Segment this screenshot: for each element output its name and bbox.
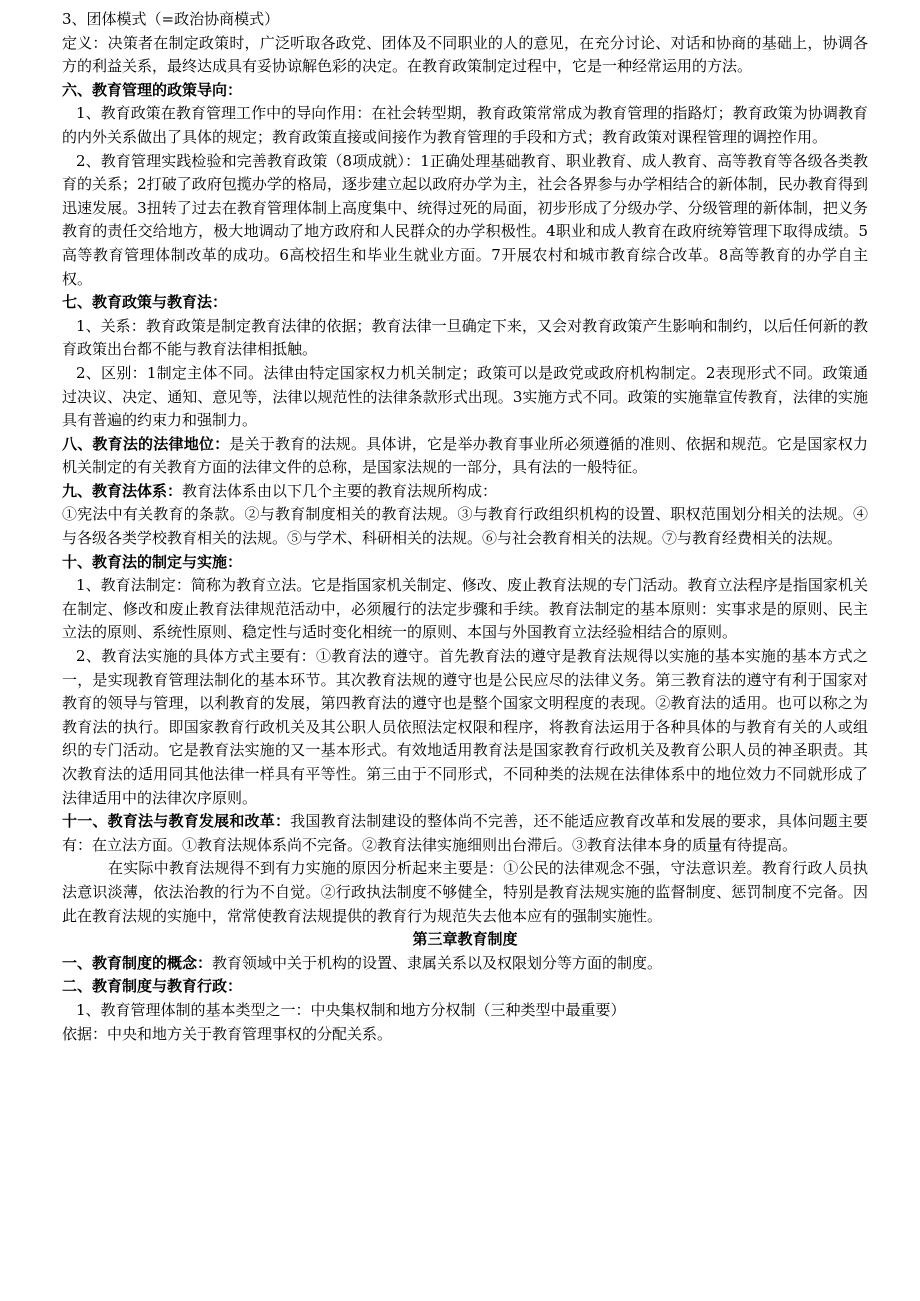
item-group-model: 3、团体模式（=政治协商模式）	[62, 10, 280, 28]
chapter-3-section-1-heading: 一、教育制度的概念：	[62, 953, 213, 972]
section-10-heading: 十、教育法的制定与实施：	[62, 552, 243, 571]
section-11-paragraph-2: 在实际中教育法规得不到有力实施的原因分析起来主要是：①公民的法律观念不强，守法意识差。教育行政人员执法意识淡薄，依法治教的行为不自觉。②行政执法制度不够健全，特别是教育法规实施的监督制度、惩罚制度不完备。因此在教育法规的实施中，常常使教育法规提供的教育行为规范失去他本应有的强制实施性。	[62, 859, 868, 925]
section-10-item-1: 1、教育法制定：简称为教育立法。它是指国家机关制定、修改、废止教育法规的专门活动。教育立法程序是指国家机关在制定、修改和废止教育法律规范活动中，必须履行的法定步骤和手续。教育法制定的基本原则：实事求是的原则、民主立法的原则、系统性原则、稳定性与适时变化相统一的原则、本国与外国教育立法经验相结合的原则。	[62, 576, 868, 642]
chapter-3-section-2-heading: 二、教育制度与教育行政：	[62, 977, 243, 996]
section-8-heading: 八、教育法的法律地位：	[62, 434, 230, 453]
section-9-text: 教育法体系由以下几个主要的教育法规所构成：	[182, 481, 498, 500]
chapter-3-section-2-basis: 依据：中央和地方关于教育管理事权的分配关系。	[62, 1024, 393, 1043]
section-8-text: 是关于教育的法规。具体讲，它是举办教育事业所必须遵循的准则、依据和规范。它是国家权力机关制定的有关教育方面的法律文件的总称，是国家法规的一部分，具有法的一般特征。	[62, 434, 868, 477]
section-7-item-2: 2、区别：1制定主体不同。法律由特定国家权力机关制定；政策可以是政党或政府机构制定。2表现形式不同。政策通过决议、决定、通知、意见等，法律以规范性的法律条款形式出现。3实施方式不同。政策的实施靠宣传教育，法律的实施具有普遍的约束力和强制力。	[62, 363, 868, 430]
section-7-item-1: 1、关系：教育政策是制定教育法律的依据；教育法律一旦确定下来，又会对教育政策产生影响和制约，以后任何新的教育政策出台都不能与教育法律相抵触。	[62, 316, 868, 359]
chapter-3-section-2-item-1: 1、教育管理体制的基本类型之一：中央集权制和地方分权制（三种类型中最重要）	[76, 1000, 626, 1019]
chapter-3-section-1	[62, 952, 868, 976]
chapter-3-section-1-text: 教育领域中关于机构的设置、隶属关系以及权限划分等方面的制度。	[212, 953, 663, 972]
section-6-item-2: 2、教育管理实践检验和完善教育政策（8项成就）：1正确处理基础教育、职业教育、成人教育、高等教育等各级各类教育的关系；2打破了政府包揽办学的格局，逐步建立起以政府办学为主，社会各界参与办学相结合的新体制，民办教育得到迅速发展。3扭转了过去在教育管理体制上高度集中、统得过死的局面，初步形成了分级办学、分级管理的新体制，把义务教育的责任交给地方，极大地调动了地方政府和人民群众的办学积极性。4职业和成人教育在政府统筹管理下取得成绩。5高等教育管理体制改革的成功。6高校招生和毕业生就业方面。7开展农村和城市教育综合改革。8高等教育的办学自主权。	[62, 151, 868, 288]
section-11-heading: 十一、教育法与教育发展和改革：	[62, 812, 291, 831]
section-7-heading: 七、教育政策与教育法：	[62, 293, 228, 312]
section-9-list: ①宪法中有关教育的条款。②与教育制度相关的教育法规。③与教育行政组织机构的设置、职权范围划分相关的法规。④与各级各类学校教育相关的法规。⑤与学术、科研相关的法规。⑥与社会教育相关的法规。⑦与教育经费相关的法规。	[62, 505, 868, 548]
section-11-paragraph	[62, 810, 868, 857]
definition-paragraph: 定义：决策者在制定政策时，广泛听取各政党、团体及不同职业的人的意见，在充分讨论、对话和协商的基础上，协调各方的利益关系，最终达成具有妥协谅解色彩的决定。在教育政策制定过程中，它是一种经常运用的方法。	[62, 33, 868, 76]
section-6-item-1: 1、教育政策在教育管理工作中的导向作用：在社会转型期，教育政策常常成为教育管理的指路灯；教育政策为协调教育的内外关系做出了具体的规定；教育政策直接或间接作为教育管理的手段和方式；教育政策对课程管理的调控作用。	[62, 104, 868, 146]
section-8-paragraph	[62, 433, 868, 480]
section-9-heading: 九、教育法体系：	[62, 481, 183, 500]
section-6-heading: 六、教育管理的政策导向：	[62, 80, 243, 99]
chapter-3-title: 第三章教育制度	[412, 930, 518, 949]
section-11-text: 我国教育法制建设的整体尚不完善，还不能适应教育改革和发展的要求，具体问题主要有：在立法方面。①教育法规体系尚不完备。②教育法律实施细则出台滞后。③教育法律本身的质量有待提高。	[62, 812, 868, 854]
section-10-item-2: 2、教育法实施的具体方式主要有：①教育法的遵守。首先教育法的遵守是教育法规得以实施的基本实施的基本方式之一，是实现教育管理法制化的基本环节。其次教育法规的遵守也是公民应尽的法律义务。第三教育法的遵守有利于国家对教育的领导与管理，以利教育的发展，第四教育法的遵守也是整个国家文明程度的表现。②教育法的适用。也可以称之为教育法的执行。即国家教育行政机关及其公职人员依照法定权限和程序，将教育法运用于各种具体的与教育有关的人或组织的专门活动。它是教育法实施的又一基本形式。有效地适用教育法是国家教育行政机关及教育公职人员的神圣职责。其次教育法的适用同其他法律一样具有平等性。第三由于不同形式，不同种类的法规在法律体系中的地位效力不同就形成了法律适用中的法律次序原则。	[62, 647, 868, 807]
section-9-paragraph	[62, 480, 868, 504]
